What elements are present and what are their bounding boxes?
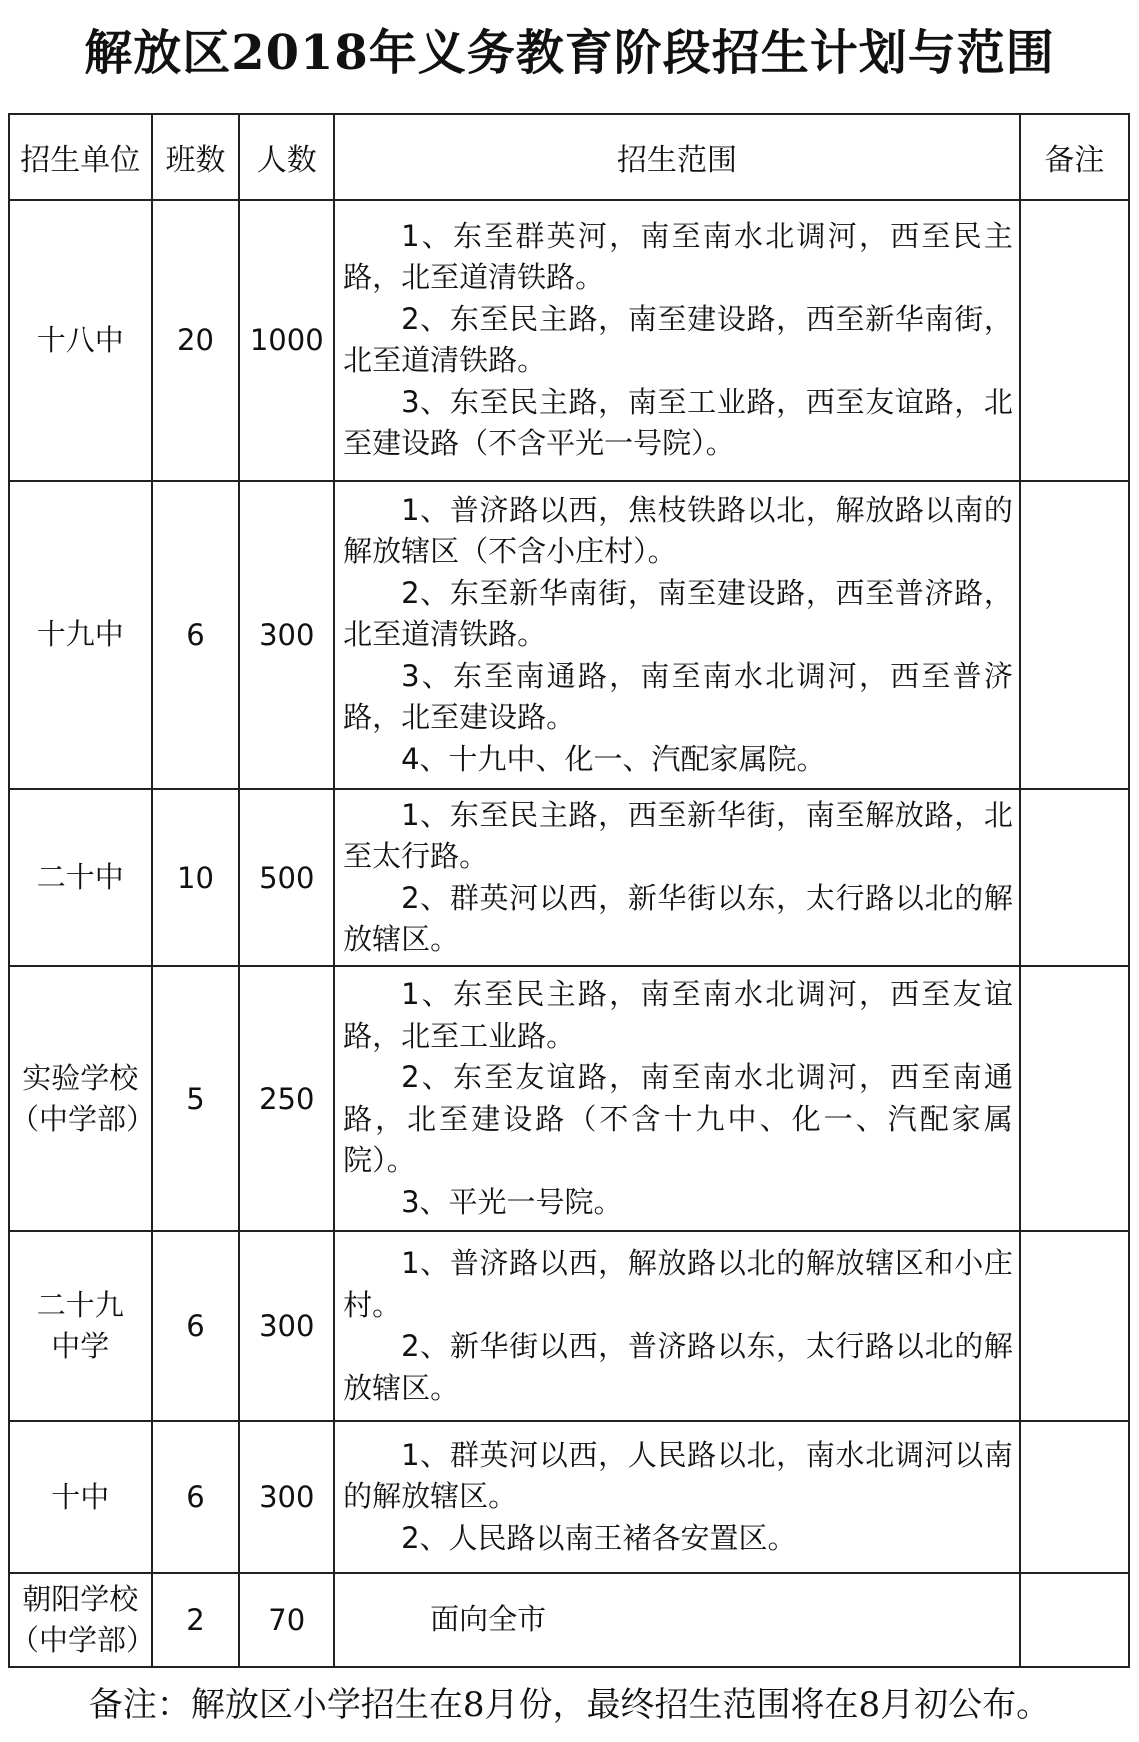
range-cell (334, 481, 1020, 790)
enrollment-table (8, 113, 1130, 1668)
students-cell: 300 (239, 1421, 334, 1573)
note-cell (1020, 1573, 1129, 1667)
range-cell (334, 966, 1020, 1231)
range-item: 2、东至民主路，南至建设路，西至新华南街，北至道清铁路。 (343, 301, 1013, 378)
table-row (9, 481, 1129, 790)
classes-cell: 10 (152, 789, 240, 966)
students-cell: 70 (239, 1573, 334, 1667)
range-cell (334, 200, 1020, 481)
range-cell (334, 789, 1020, 966)
range-item: 3、东至南通路，南至南水北调河，西至普济路，北至建设路。 (343, 658, 1013, 735)
footer-note: 备注：解放区小学招生在8月份，最终招生范围将在8月初公布。 (88, 1685, 1051, 1725)
table-row (9, 1421, 1129, 1573)
header-unit: 招生单位 (9, 114, 152, 200)
table-row (9, 1231, 1129, 1421)
unit-cell: 十中 (9, 1421, 152, 1573)
note-cell (1020, 789, 1129, 966)
note-cell (1020, 1421, 1129, 1573)
table-header-row (9, 114, 1129, 200)
students-cell: 1000 (239, 200, 334, 481)
classes-cell: 20 (152, 200, 240, 481)
classes-cell: 2 (152, 1573, 240, 1667)
table-row (9, 966, 1129, 1231)
students-cell: 300 (239, 481, 334, 790)
note-cell (1020, 481, 1129, 790)
students-cell: 250 (239, 966, 334, 1231)
range-cell (334, 1573, 1020, 1667)
range-item: 1、普济路以西，焦枝铁路以北，解放路以南的解放辖区（不含小庄村）。 (343, 492, 1013, 569)
range-item: 2、群英河以西，新华街以东，太行路以北的解放辖区。 (343, 880, 1013, 957)
students-cell: 300 (239, 1231, 334, 1421)
note-cell (1020, 966, 1129, 1231)
range-item: 3、东至民主路，南至工业路，西至友谊路，北至建设路（不含平光一号院）。 (343, 384, 1013, 461)
classes-cell: 6 (152, 1231, 240, 1421)
classes-cell: 5 (152, 966, 240, 1231)
unit-cell: 二十中 (9, 789, 152, 966)
table-row (9, 1573, 1129, 1667)
range-item: 1、东至民主路，西至新华街，南至解放路，北至太行路。 (343, 797, 1013, 874)
classes-cell: 6 (152, 481, 240, 790)
range-item: 3、平光一号院。 (401, 1184, 623, 1219)
header-classes: 班数 (152, 114, 240, 200)
range-item: 2、东至友谊路，南至南水北调河，西至南通路，北至建设路（不含十九中、化一、汽配家属院）。 (343, 1060, 1013, 1178)
note-cell (1020, 200, 1129, 481)
header-range: 招生范围 (334, 114, 1020, 200)
range-item: 2、人民路以南王褚各安置区。 (401, 1520, 797, 1555)
header-students: 人数 (239, 114, 334, 200)
table-row (9, 200, 1129, 481)
range-cell (334, 1231, 1020, 1421)
range-item: 2、新华街以西，普济路以东，太行路以北的解放辖区。 (343, 1329, 1013, 1405)
unit-cell: 十九中 (9, 481, 152, 790)
range-item: 1、群英河以西，人民路以北，南水北调河以南的解放辖区。 (343, 1437, 1013, 1514)
page-title: 解放区2018年义务教育阶段招生计划与范围 (84, 25, 1055, 81)
range-item: 1、东至群英河，南至南水北调河，西至民主路，北至道清铁路。 (343, 218, 1013, 295)
classes-cell: 6 (152, 1421, 240, 1573)
range-item: 1、普济路以西，解放路以北的解放辖区和小庄村。 (343, 1246, 1013, 1322)
range-item: 1、东至民主路，南至南水北调河，西至友谊路，北至工业路。 (343, 977, 1013, 1053)
range-item: 2、东至新华南街，南至建设路，西至普济路，北至道清铁路。 (343, 575, 1013, 652)
table-row (9, 789, 1129, 966)
note-cell (1020, 1231, 1129, 1421)
range-item: 面向全市 (430, 1602, 547, 1637)
unit-cell: 二十九中学 (9, 1231, 152, 1421)
range-item: 4、十九中、化一、汽配家属院。 (401, 741, 826, 776)
range-cell (334, 1421, 1020, 1573)
unit-cell: 朝阳学校（中学部） (9, 1573, 152, 1667)
unit-cell: 十八中 (9, 200, 152, 481)
students-cell: 500 (239, 789, 334, 966)
header-note: 备注 (1020, 114, 1129, 200)
unit-cell: 实验学校（中学部） (9, 966, 152, 1231)
